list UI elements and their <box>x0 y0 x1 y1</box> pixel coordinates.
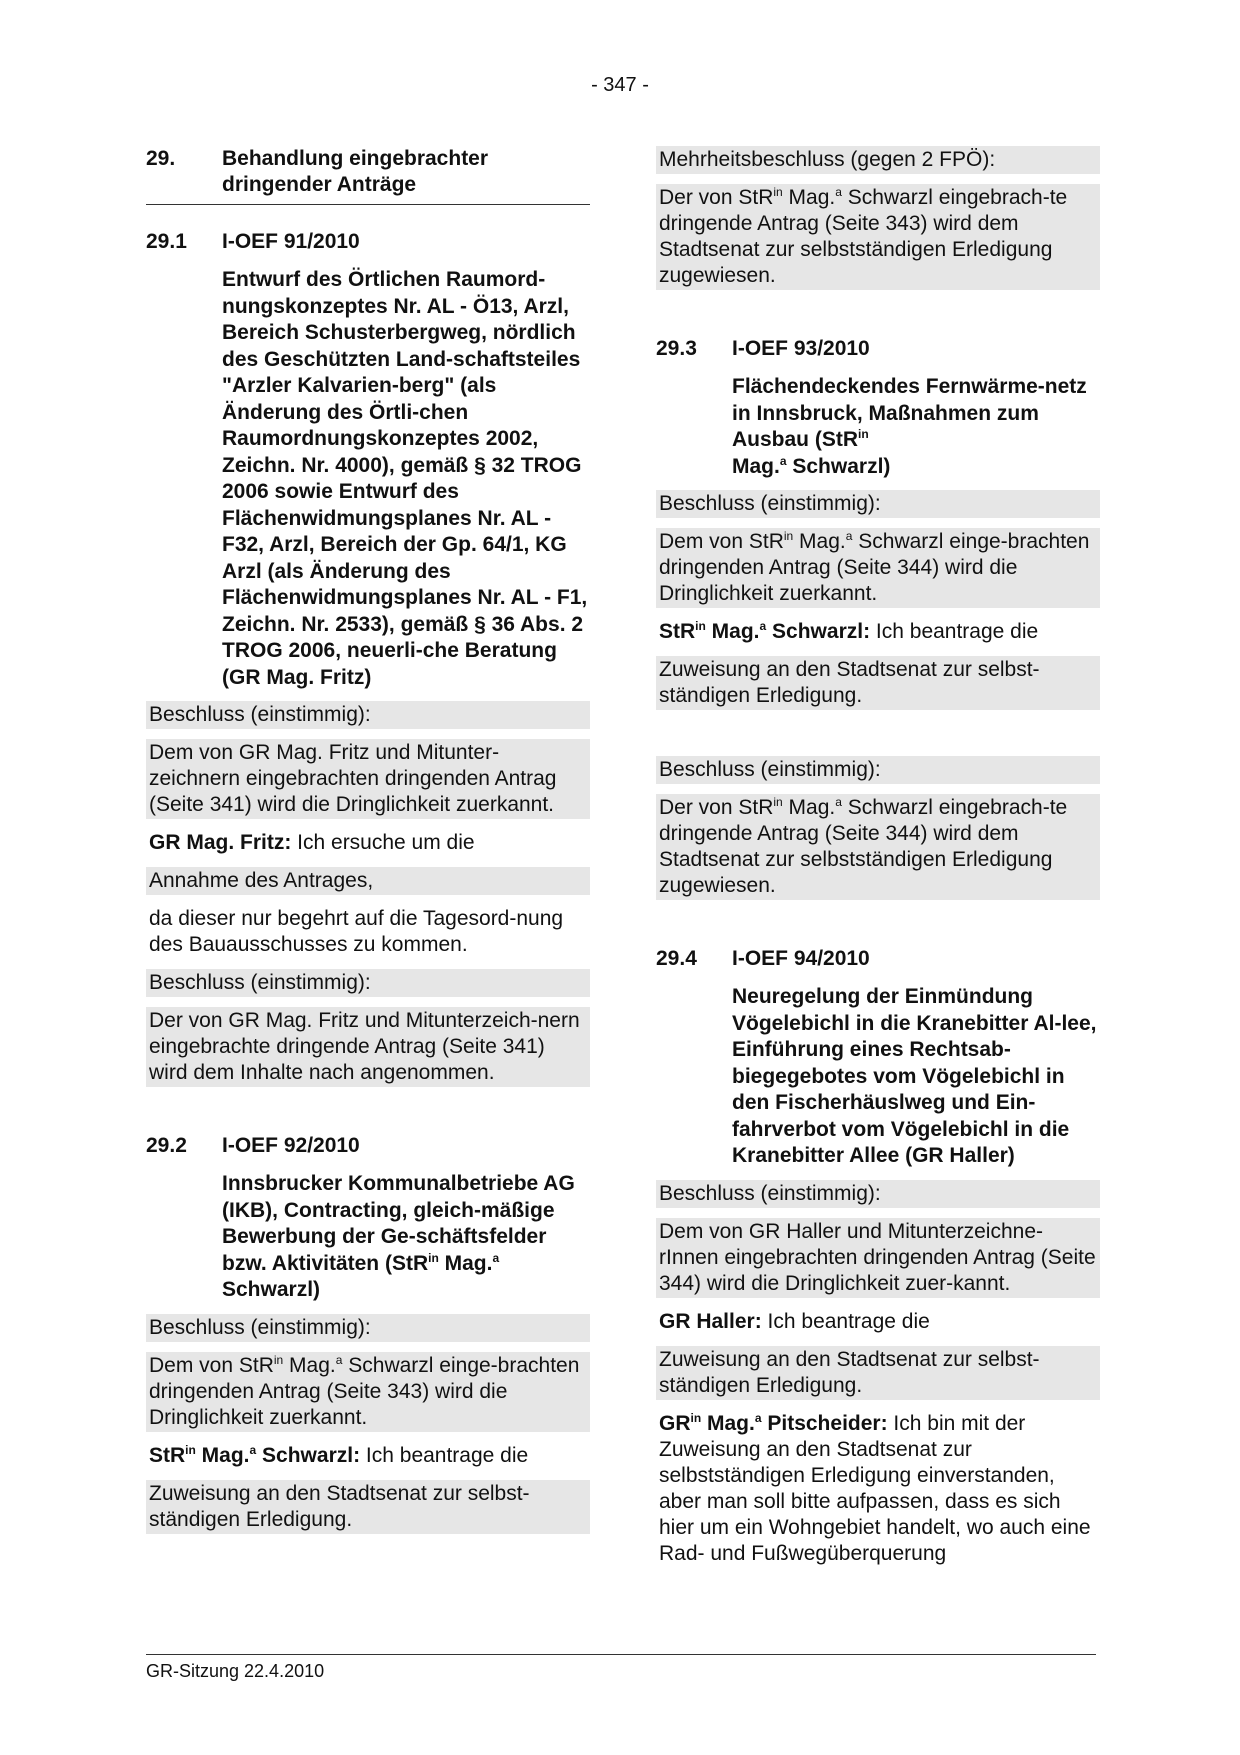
page-number: - 347 - <box>591 74 649 96</box>
superscript: in <box>690 1410 702 1425</box>
resolution-label: Beschluss (einstimmig): <box>656 490 1100 518</box>
right-column <box>656 146 1100 1578</box>
text-part: Pitscheider: <box>761 1411 888 1435</box>
text-part: StR <box>149 1443 186 1467</box>
text-part: Mag. <box>793 530 846 553</box>
item-29-2-title <box>222 1171 590 1304</box>
speaker-statement <box>656 618 1100 646</box>
item-number: 29.3 <box>656 337 697 360</box>
superscript: a <box>835 185 842 199</box>
title-text: Schwarzl) <box>222 1278 321 1301</box>
text-part: Mag. <box>782 186 836 209</box>
speaker-statement <box>656 1410 1100 1568</box>
resolution-label: Beschluss (einstimmig): <box>146 701 590 729</box>
superscript: in <box>428 1250 439 1265</box>
speaker-text: Ich bin mit der Zuweisung an den Stadtsenat zur selbstständigen Erledigung einverstanden, aber man soll bitte aufpassen, dass es sich hier um ein Wohngebiet handelt, wo auch eine Rad- und Fußwegüberquerung <box>659 1411 1091 1565</box>
superscript: in <box>273 1352 284 1367</box>
resolution-text <box>656 794 1100 900</box>
superscript: in <box>773 795 783 809</box>
motion-text: Zuweisung an den Stadtsenat zur selbst-ständigen Erledigung. <box>656 656 1100 710</box>
section-title: Behandlung eingebrachter dringender Anträge <box>222 147 489 196</box>
title-text: Schwarzl) <box>786 454 891 478</box>
title-text: Innsbrucker Kommunalbetriebe AG (IKB), Contracting, gleich-mäßige Bewerbung der Ge-schäftsfelder bzw. Aktivitäten (StR <box>222 1172 575 1275</box>
item-code: I-OEF 91/2010 <box>222 230 360 253</box>
text-part: Mag. <box>195 1443 250 1467</box>
text-part: Mag. <box>782 796 836 819</box>
item-29-3-title <box>732 374 1100 480</box>
speaker-text: Ich beantrage die <box>360 1443 529 1467</box>
text-part: Dem von StR <box>149 1353 274 1377</box>
speaker-name <box>659 620 870 643</box>
section-number: 29. <box>146 147 176 170</box>
left-column <box>146 146 590 1544</box>
resolution-text: Dem von GR Mag. Fritz und Mitunter-zeichnern eingebrachten dringenden Antrag (Seite 341) wird die Dringlichkeit zuerkannt. <box>146 739 590 819</box>
page-footer: GR-Sitzung 22.4.2010 <box>146 1654 1096 1682</box>
superscript: in <box>773 185 783 199</box>
resolution-label: Mehrheitsbeschluss (gegen 2 FPÖ): <box>656 146 1100 174</box>
title-text: Flächendeckendes Fernwärme-netz in Innsbruck, Maßnahmen zum Ausbau (StR <box>732 375 1087 451</box>
text-part: Mag. <box>705 620 760 643</box>
superscript: a <box>249 1442 257 1457</box>
item-number: 29.2 <box>146 1134 187 1157</box>
resolution-text <box>146 1352 590 1432</box>
text-part: Schwarzl eingebrach-te dringende Antrag (Seite 344) wird dem Stadtsenat zur selbstständigen Erledigung zugewiesen. <box>659 796 1068 897</box>
item-29-4-title: Neuregelung der Einmündung Vögelebichl in die Kranebitter Al-lee, Einführung eines Rechtsab-biegegebotes vom Vögelebichl in den Fischerhäuslweg und Ein-fahrverbot vom Vögelebichl in die Kranebitter Allee (GR Haller) <box>732 985 1097 1167</box>
text-part: Schwarzl eingebrach-te dringende Antrag (Seite 343) wird dem Stadtsenat zur selbstständigen Erledigung zugewiesen. <box>659 186 1068 287</box>
resolution-text: Der von GR Mag. Fritz und Mitunterzeich-nern eingebrachte dringende Antrag (Seite 341) wird dem Inhalte nach angenommen. <box>146 1007 590 1087</box>
text-part: Schwarzl: <box>256 1443 361 1467</box>
motion-text: Zuweisung an den Stadtsenat zur selbst-ständigen Erledigung. <box>656 1346 1100 1400</box>
text-part: Schwarzl einge-brachten dringenden Antrag (Seite 344) wird die Dringlichkeit zuerkannt. <box>659 530 1090 605</box>
plain-text: da dieser nur begehrt auf die Tagesord-nung des Bauausschusses zu kommen. <box>149 907 564 956</box>
superscript: a <box>835 795 842 809</box>
resolution-label: Beschluss (einstimmig): <box>146 1314 590 1342</box>
speaker-name <box>659 1412 888 1435</box>
section-29-heading <box>146 146 590 205</box>
item-29-1-heading <box>146 229 590 255</box>
item-29-1-title: Entwurf des Örtlichen Raumord-nungskonzeptes Nr. AL - Ö13, Arzl, Bereich Schusterbergweg, nördlich des Geschützten Land-schaftsteiles "Arzler Kalvarien-berg" (als Änderung des Örtli-chen Raumordnungskonzeptes 2002, Zeichn. Nr. 4000), gemäß § 32 TROG 2006 sowie Entwurf des Flächenwidmungsplanes Nr. AL - F32, Arzl, Bereich der Gp. 64/1, KG Arzl (als Änderung des Flächenwidmungsplanes Nr. AL - F1, Zeichn. Nr. 2533), gemäß § 36 Abs. 2 TROG 2006, neuerli-che Beratung (GR Mag. Fritz) <box>222 268 588 689</box>
speaker-statement <box>656 1308 1100 1336</box>
speaker-statement <box>146 829 590 857</box>
item-29-4-heading <box>656 946 1100 972</box>
title-text: Mag. <box>438 1251 493 1275</box>
superscript: a <box>845 529 853 543</box>
speaker-text: Ich beantrage die <box>870 620 1039 643</box>
motion-text: Annahme des Antrages, <box>146 867 590 895</box>
text-part: Schwarzl einge-brachten dringenden Antrag (Seite 343) wird die Dringlichkeit zuerkannt. <box>149 1353 580 1429</box>
item-number: 29.1 <box>146 230 187 253</box>
superscript: a <box>759 619 767 633</box>
resolution-text <box>656 528 1100 608</box>
item-29-2-heading <box>146 1133 590 1159</box>
superscript: in <box>858 427 869 441</box>
superscript: a <box>754 1410 762 1425</box>
text-part: Mag. <box>283 1353 336 1377</box>
resolution-label: Beschluss (einstimmig): <box>146 969 590 997</box>
motion-text: Zuweisung an den Stadtsenat zur selbst-ständigen Erledigung. <box>146 1480 590 1534</box>
superscript: a <box>335 1352 343 1367</box>
text-part: GR <box>659 1411 691 1435</box>
superscript: a <box>492 1250 500 1265</box>
item-code: I-OEF 92/2010 <box>222 1134 360 1157</box>
item-29-3-heading <box>656 336 1100 362</box>
speaker-text: Ich beantrage die <box>761 1309 930 1333</box>
resolution-label: Beschluss (einstimmig): <box>656 1180 1100 1208</box>
title-text: Mag. <box>732 454 780 478</box>
item-code: I-OEF 94/2010 <box>732 947 870 970</box>
text-part: Der von StR <box>659 186 774 209</box>
speaker-name: GR Haller: <box>659 1309 762 1333</box>
text-part: Schwarzl: <box>766 620 871 643</box>
superscript: a <box>779 453 787 468</box>
resolution-label: Beschluss (einstimmig): <box>656 756 1100 784</box>
item-code: I-OEF 93/2010 <box>732 337 870 360</box>
text-part: StR <box>659 620 696 643</box>
superscript: in <box>783 529 794 543</box>
superscript: in <box>695 619 706 633</box>
resolution-text <box>656 184 1100 290</box>
speaker-name: GR Mag. Fritz: <box>149 831 292 854</box>
superscript: in <box>185 1442 196 1457</box>
item-number: 29.4 <box>656 947 697 970</box>
resolution-text: Dem von GR Haller und Mitunterzeichne-rInnen eingebrachten dringenden Antrag (Seite 344) wird die Dringlichkeit zuer-kannt. <box>656 1218 1100 1298</box>
speaker-name <box>149 1444 360 1467</box>
speaker-statement <box>146 1442 590 1470</box>
speaker-text: Ich ersuche um die <box>291 831 475 854</box>
text-part: Dem von StR <box>659 530 784 553</box>
text-part: Mag. <box>701 1411 755 1435</box>
text-part: Der von StR <box>659 796 774 819</box>
